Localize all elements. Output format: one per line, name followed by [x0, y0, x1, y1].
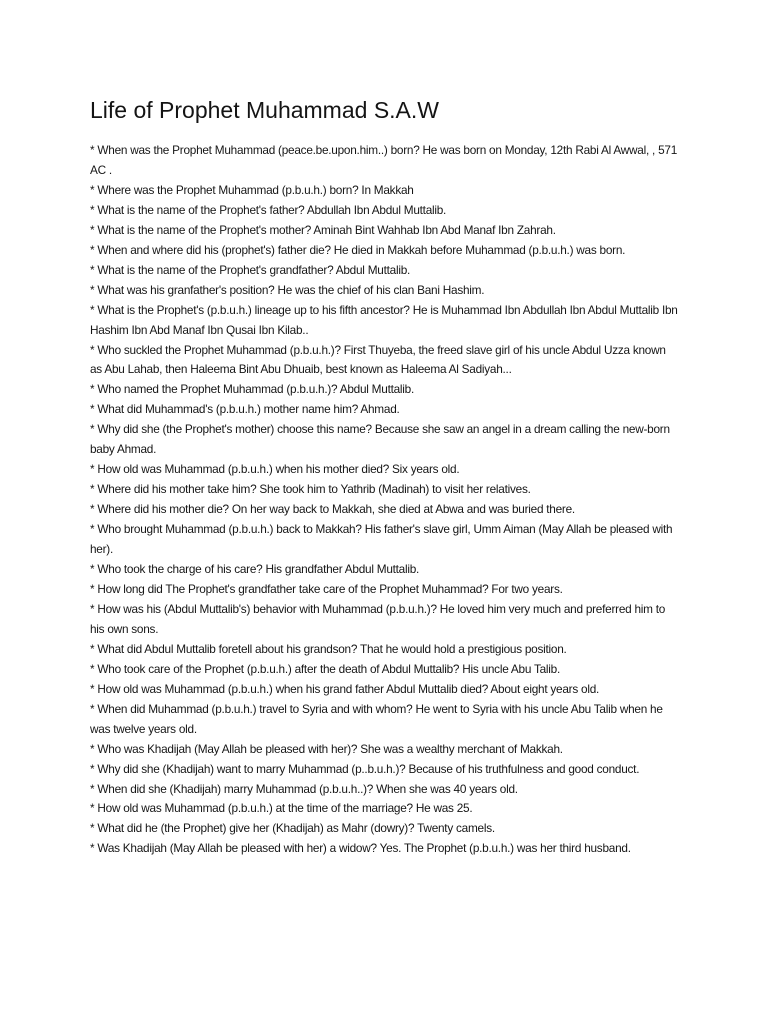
qa-item: * How was his (Abdul Muttalib's) behavior with Muhammad (p.b.u.h.)? He loved him very much and preferred him to his own sons. [90, 601, 666, 636]
qa-item: * When did she (Khadijah) marry Muhammad (p.b.u.h..)? When she was 40 years old. [90, 781, 518, 796]
qa-item: * How old was Muhammad (p.b.u.h.) when his mother died? Six years old. [90, 462, 460, 477]
qa-item: * Who took care of the Prophet (p.b.u.h.) after the death of Abdul Muttalib? His uncle Abu Talib. [90, 661, 560, 676]
qa-item: * How old was Muhammad (p.b.u.h.) when his grand father Abdul Muttalib died? About eight years old. [90, 681, 600, 696]
qa-item: * When did Muhammad (p.b.u.h.) travel to Syria and with whom? He went to Syria with his uncle Abu Talib when he was twelve years old. [90, 701, 663, 736]
qa-item: * Who took the charge of his care? His grandfather Abdul Muttalib. [90, 562, 420, 577]
qa-item: * What did Muhammad's (p.b.u.h.) mother name him? Ahmad. [90, 402, 400, 417]
qa-item: * Was Khadijah (May Allah be pleased with her) a widow? Yes. The Prophet (p.b.u.h.) was her third husband. [90, 841, 631, 856]
qa-item: * Who brought Muhammad (p.b.u.h.) back to Makkah? His father's slave girl, Umm Aiman (May Allah be pleased with her). [90, 522, 673, 557]
qa-item: * Where was the Prophet Muhammad (p.b.u.h.) born? In Makkah [90, 182, 414, 197]
qa-item: * What is the name of the Prophet's father? Abdullah Ibn Abdul Muttalib. [90, 202, 447, 217]
qa-item: * How long did The Prophet's grandfather take care of the Prophet Muhammad? For two years. [90, 581, 563, 596]
qa-item: * What is the name of the Prophet's mother? Aminah Bint Wahhab Ibn Abd Manaf Ibn Zahrah. [90, 222, 556, 237]
qa-item: * What is the Prophet's (p.b.u.h.) lineage up to his fifth ancestor? He is Muhammad Ibn Abdullah Ibn Abdul Muttalib Ibn Hashim Ibn Abd Manaf Ibn Qusai Ibn Kilab.. [90, 302, 678, 337]
qa-item: * Where did his mother die? On her way back to Makkah, she died at Abwa and was buried there. [90, 502, 575, 517]
qa-item: * Why did she (Khadijah) want to marry Muhammad (p..b.u.h.)? Because of his truthfulness and good conduct. [90, 761, 640, 776]
qa-item: * When and where did his (prophet's) father die? He died in Makkah before Muhammad (p.b.u.h.) was born. [90, 242, 626, 257]
qa-item: * Where did his mother take him? She took him to Yathrib (Madinah) to visit her relatives. [90, 482, 531, 497]
qa-item: * Why did she (the Prophet's mother) choose this name? Because she saw an angel in a dream calling the new-born baby Ahmad. [90, 422, 670, 457]
qa-item: * What is the name of the Prophet's grandfather? Abdul Muttalib. [90, 262, 411, 277]
qa-item: * What did Abdul Muttalib foretell about his grandson? That he would hold a prestigious position. [90, 641, 567, 656]
qa-item: * Who named the Prophet Muhammad (p.b.u.h.)? Abdul Muttalib. [90, 382, 415, 397]
qa-item: * Who was Khadijah (May Allah be pleased with her)? She was a wealthy merchant of Makkah. [90, 741, 563, 756]
qa-item: * What did he (the Prophet) give her (Khadijah) as Mahr (dowry)? Twenty camels. [90, 821, 495, 836]
document-title: Life of Prophet Muhammad S.A.W [90, 97, 439, 123]
qa-list [90, 141, 680, 859]
qa-item: * How old was Muhammad (p.b.u.h.) at the time of the marriage? He was 25. [90, 801, 473, 816]
qa-item: * What was his granfather's position? He was the chief of his clan Bani Hashim. [90, 282, 485, 297]
qa-item: * Who suckled the Prophet Muhammad (p.b.u.h.)? First Thuyeba, the freed slave girl of his uncle Abdul Uzza known as Abu Lahab, then Haleema Bint Abu Dhuaib, best known as Haleema Al Sadiyah... [90, 342, 666, 377]
qa-item: * When was the Prophet Muhammad (peace.be.upon.him..) born? He was born on Monday, 12th Rabi Al Awwal, , 571 AC . [90, 143, 678, 177]
